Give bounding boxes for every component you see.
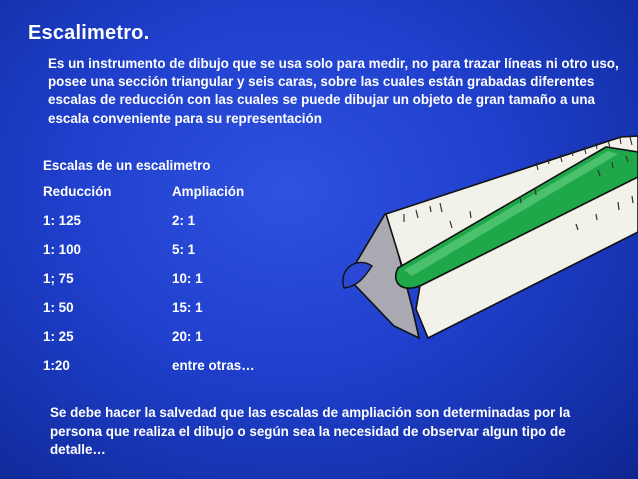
reduction-value: 1: 50 — [43, 300, 74, 315]
amplification-value: 10: 1 — [172, 271, 203, 286]
amplification-value: 2: 1 — [172, 213, 196, 228]
amplification-value: 5: 1 — [172, 242, 196, 257]
footer-paragraph: Se debe hacer la salvedad que las escalas de ampliación son determinadas por la persona que realiza el dibujo o según sea la necesidad de observar algun tipo de detalle… — [50, 405, 571, 458]
ruler-top-face — [386, 136, 638, 285]
amplification-value: entre otras… — [172, 358, 255, 373]
reduction-value: 1: 25 — [43, 329, 74, 344]
ruler-handle-notch — [343, 262, 372, 288]
reduction-value: 1; 75 — [43, 271, 74, 286]
slide-title: Escalimetro. — [28, 22, 150, 44]
scales-title: Escalas de un escalimetro — [43, 158, 211, 173]
reduction-value: 1: 100 — [43, 242, 81, 257]
ruler-markings — [404, 156, 633, 230]
amplification-value: 15: 1 — [172, 300, 203, 315]
reduction-value: 1: 125 — [43, 213, 81, 228]
ruler-handle — [348, 214, 419, 338]
ruler-groove-highlight — [404, 151, 618, 276]
ruler-bottom-face — [416, 177, 638, 338]
reduction-value: 1:20 — [43, 358, 70, 373]
intro-paragraph: Es un instrumento de dibujo que se usa solo para medir, no para trazar líneas ni otro uso, posee una sección triangular y seis caras, sobre las cuales están grabadas diferentes escalas de reducción con las cuales se puede dibujar un objeto de gran tamaño a una escala conveniente para su representación — [48, 56, 619, 126]
header-reduction: Reducción — [43, 184, 112, 199]
header-amplification: Ampliación — [172, 184, 245, 199]
ruler-groove — [396, 147, 638, 288]
amplification-value: 20: 1 — [172, 329, 203, 344]
ruler-ticks-top — [536, 137, 632, 170]
